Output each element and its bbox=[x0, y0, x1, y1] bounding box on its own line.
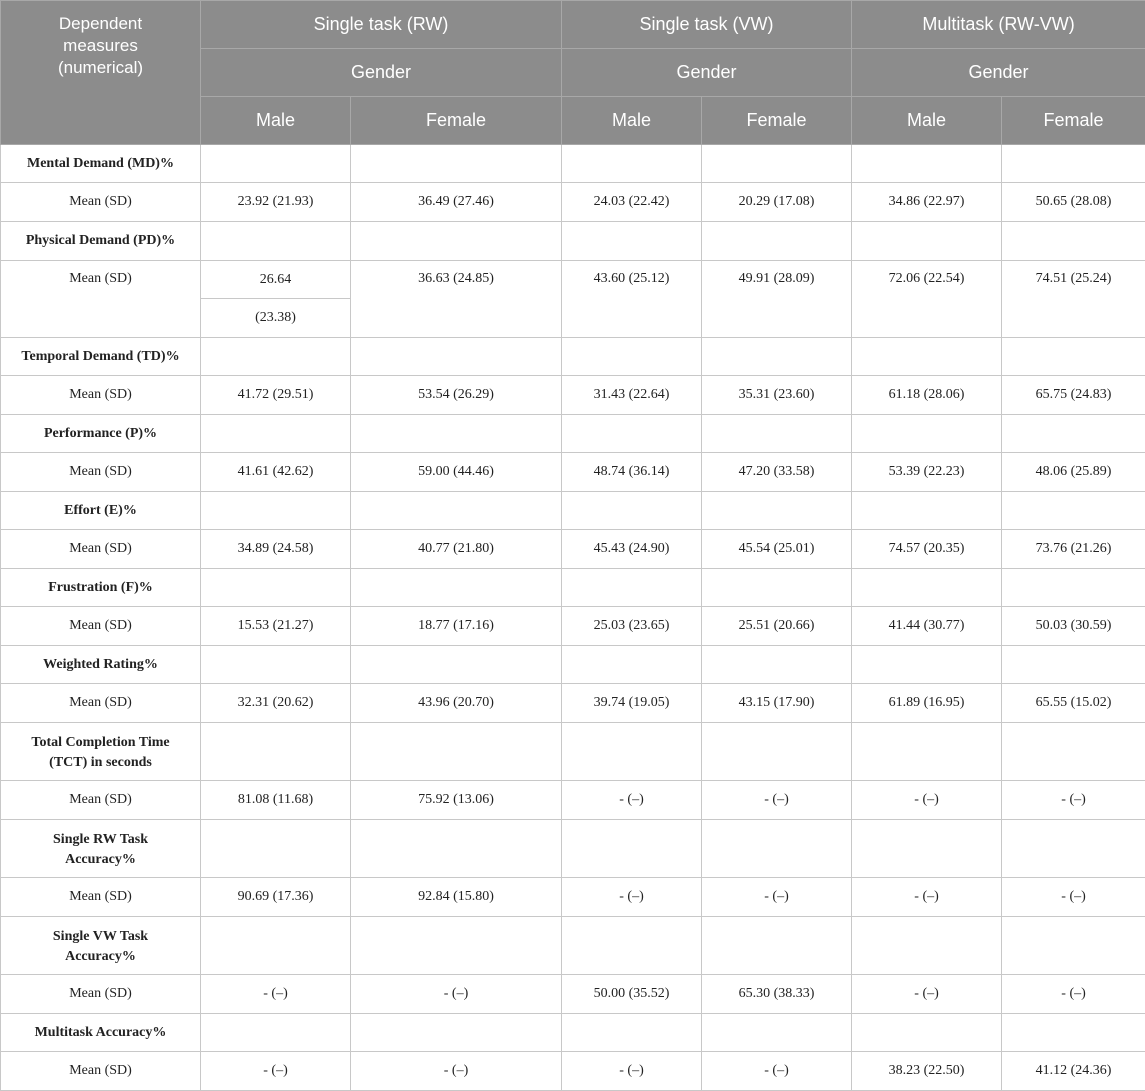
table-cell: - (–) bbox=[562, 781, 702, 820]
table-cell: - (–) bbox=[1002, 878, 1145, 917]
table-cell: 45.54 (25.01) bbox=[702, 530, 852, 569]
table-row bbox=[1, 261, 1145, 299]
mean-label: Mean (SD) bbox=[1, 183, 201, 222]
table-cell: 50.00 (35.52) bbox=[562, 975, 702, 1014]
table-cell: 35.31 (23.60) bbox=[702, 376, 852, 415]
section-row bbox=[1, 492, 1145, 530]
female-header: Female bbox=[702, 97, 852, 145]
mean-label: Mean (SD) bbox=[1, 1052, 201, 1091]
table-cell: 25.51 (20.66) bbox=[702, 607, 852, 646]
female-header: Female bbox=[351, 97, 562, 145]
section-row bbox=[1, 222, 1145, 261]
table-cell: 43.15 (17.90) bbox=[702, 684, 852, 723]
section-row bbox=[1, 415, 1145, 453]
table-cell: 53.54 (26.29) bbox=[351, 376, 562, 415]
mean-label: Mean (SD) bbox=[1, 684, 201, 723]
table-row bbox=[1, 376, 1145, 415]
female-header: Female bbox=[1002, 97, 1145, 145]
table-cell: - (–) bbox=[562, 878, 702, 917]
table-cell: 15.53 (21.27) bbox=[201, 607, 351, 646]
section-row bbox=[1, 569, 1145, 607]
section-title: Physical Demand (PD)% bbox=[1, 222, 201, 261]
section-row bbox=[1, 917, 1145, 975]
section-title: Single RW Task Accuracy% bbox=[1, 820, 201, 878]
table-cell: 23.92 (21.93) bbox=[201, 183, 351, 222]
section-row bbox=[1, 820, 1145, 878]
table-cell: - (–) bbox=[351, 1052, 562, 1091]
section-title: Total Completion Time (TCT) in seconds bbox=[1, 723, 201, 781]
first-column-header: Dependent measures (numerical) bbox=[1, 1, 201, 145]
table-cell: 36.63 (24.85) bbox=[351, 261, 562, 338]
mean-label: Mean (SD) bbox=[1, 878, 201, 917]
table-cell: 26.64 bbox=[201, 261, 351, 299]
table-cell: 61.18 (28.06) bbox=[852, 376, 1002, 415]
table-cell: 73.76 (21.26) bbox=[1002, 530, 1145, 569]
table-cell: 53.39 (22.23) bbox=[852, 453, 1002, 492]
table-cell: 41.12 (24.36) bbox=[1002, 1052, 1145, 1091]
male-header: Male bbox=[201, 97, 351, 145]
gender-header: Gender bbox=[562, 49, 852, 97]
section-title: Effort (E)% bbox=[1, 492, 201, 530]
table-cell: 25.03 (23.65) bbox=[562, 607, 702, 646]
mean-label: Mean (SD) bbox=[1, 261, 201, 338]
gender-header: Gender bbox=[201, 49, 562, 97]
section-title: Temporal Demand (TD)% bbox=[1, 338, 201, 376]
table-cell: - (–) bbox=[702, 878, 852, 917]
table-cell: 20.29 (17.08) bbox=[702, 183, 852, 222]
table-cell: 72.06 (22.54) bbox=[852, 261, 1002, 338]
table-row bbox=[1, 975, 1145, 1014]
table-cell: - (–) bbox=[1002, 781, 1145, 820]
table-row bbox=[1, 1052, 1145, 1091]
table-cell: 48.06 (25.89) bbox=[1002, 453, 1145, 492]
group-header-multitask: Multitask (RW-VW) bbox=[852, 1, 1145, 49]
table-cell: - (–) bbox=[201, 975, 351, 1014]
table-cell: 65.75 (24.83) bbox=[1002, 376, 1145, 415]
table-cell: 65.30 (38.33) bbox=[702, 975, 852, 1014]
table-cell: 90.69 (17.36) bbox=[201, 878, 351, 917]
male-header: Male bbox=[852, 97, 1002, 145]
table-cell: 40.77 (21.80) bbox=[351, 530, 562, 569]
table-cell: 43.96 (20.70) bbox=[351, 684, 562, 723]
mean-label: Mean (SD) bbox=[1, 781, 201, 820]
table-cell: 74.57 (20.35) bbox=[852, 530, 1002, 569]
table-cell: 59.00 (44.46) bbox=[351, 453, 562, 492]
table-row bbox=[1, 183, 1145, 222]
section-row bbox=[1, 1014, 1145, 1052]
table-cell: 49.91 (28.09) bbox=[702, 261, 852, 338]
table-cell: 47.20 (33.58) bbox=[702, 453, 852, 492]
table-cell: - (–) bbox=[1002, 975, 1145, 1014]
section-title: Multitask Accuracy% bbox=[1, 1014, 201, 1052]
gender-header: Gender bbox=[852, 49, 1145, 97]
group-header-single-rw: Single task (RW) bbox=[201, 1, 562, 49]
table-cell: 61.89 (16.95) bbox=[852, 684, 1002, 723]
table-cell: 18.77 (17.16) bbox=[351, 607, 562, 646]
table-cell: 34.86 (22.97) bbox=[852, 183, 1002, 222]
section-row bbox=[1, 145, 1145, 183]
table-cell: 41.44 (30.77) bbox=[852, 607, 1002, 646]
table-cell: 50.03 (30.59) bbox=[1002, 607, 1145, 646]
section-row bbox=[1, 646, 1145, 684]
section-title: Weighted Rating% bbox=[1, 646, 201, 684]
table-cell: (23.38) bbox=[201, 299, 351, 338]
section-title: Mental Demand (MD)% bbox=[1, 145, 201, 183]
table-cell: 65.55 (15.02) bbox=[1002, 684, 1145, 723]
table-cell: - (–) bbox=[852, 975, 1002, 1014]
table-row bbox=[1, 781, 1145, 820]
table-cell: 38.23 (22.50) bbox=[852, 1052, 1002, 1091]
mean-label: Mean (SD) bbox=[1, 453, 201, 492]
table-cell: - (–) bbox=[351, 975, 562, 1014]
table-cell: 36.49 (27.46) bbox=[351, 183, 562, 222]
table-cell: 34.89 (24.58) bbox=[201, 530, 351, 569]
table-row bbox=[1, 530, 1145, 569]
table-cell: - (–) bbox=[562, 1052, 702, 1091]
table-cell: 74.51 (25.24) bbox=[1002, 261, 1145, 338]
table-cell: - (–) bbox=[852, 781, 1002, 820]
table-row bbox=[1, 453, 1145, 492]
section-row bbox=[1, 723, 1145, 781]
table-cell: 45.43 (24.90) bbox=[562, 530, 702, 569]
table-cell: 39.74 (19.05) bbox=[562, 684, 702, 723]
mean-label: Mean (SD) bbox=[1, 530, 201, 569]
table-row bbox=[1, 878, 1145, 917]
table-cell: 43.60 (25.12) bbox=[562, 261, 702, 338]
table-cell: - (–) bbox=[702, 1052, 852, 1091]
mean-label: Mean (SD) bbox=[1, 607, 201, 646]
section-title: Frustration (F)% bbox=[1, 569, 201, 607]
table-cell: 92.84 (15.80) bbox=[351, 878, 562, 917]
table-cell: 48.74 (36.14) bbox=[562, 453, 702, 492]
table-cell: 31.43 (22.64) bbox=[562, 376, 702, 415]
table-row bbox=[1, 684, 1145, 723]
section-row bbox=[1, 338, 1145, 376]
table-cell: 24.03 (22.42) bbox=[562, 183, 702, 222]
mean-label: Mean (SD) bbox=[1, 376, 201, 415]
table-cell: 81.08 (11.68) bbox=[201, 781, 351, 820]
table-cell: 32.31 (20.62) bbox=[201, 684, 351, 723]
table-cell: - (–) bbox=[702, 781, 852, 820]
table-cell: 41.72 (29.51) bbox=[201, 376, 351, 415]
table-cell: 50.65 (28.08) bbox=[1002, 183, 1145, 222]
group-header-single-vw: Single task (VW) bbox=[562, 1, 852, 49]
section-title: Performance (P)% bbox=[1, 415, 201, 453]
table-cell: - (–) bbox=[201, 1052, 351, 1091]
table-row bbox=[1, 607, 1145, 646]
table-cell: - (–) bbox=[852, 878, 1002, 917]
male-header: Male bbox=[562, 97, 702, 145]
table-cell: 75.92 (13.06) bbox=[351, 781, 562, 820]
mean-label: Mean (SD) bbox=[1, 975, 201, 1014]
table-cell: 41.61 (42.62) bbox=[201, 453, 351, 492]
section-title: Single VW Task Accuracy% bbox=[1, 917, 201, 975]
